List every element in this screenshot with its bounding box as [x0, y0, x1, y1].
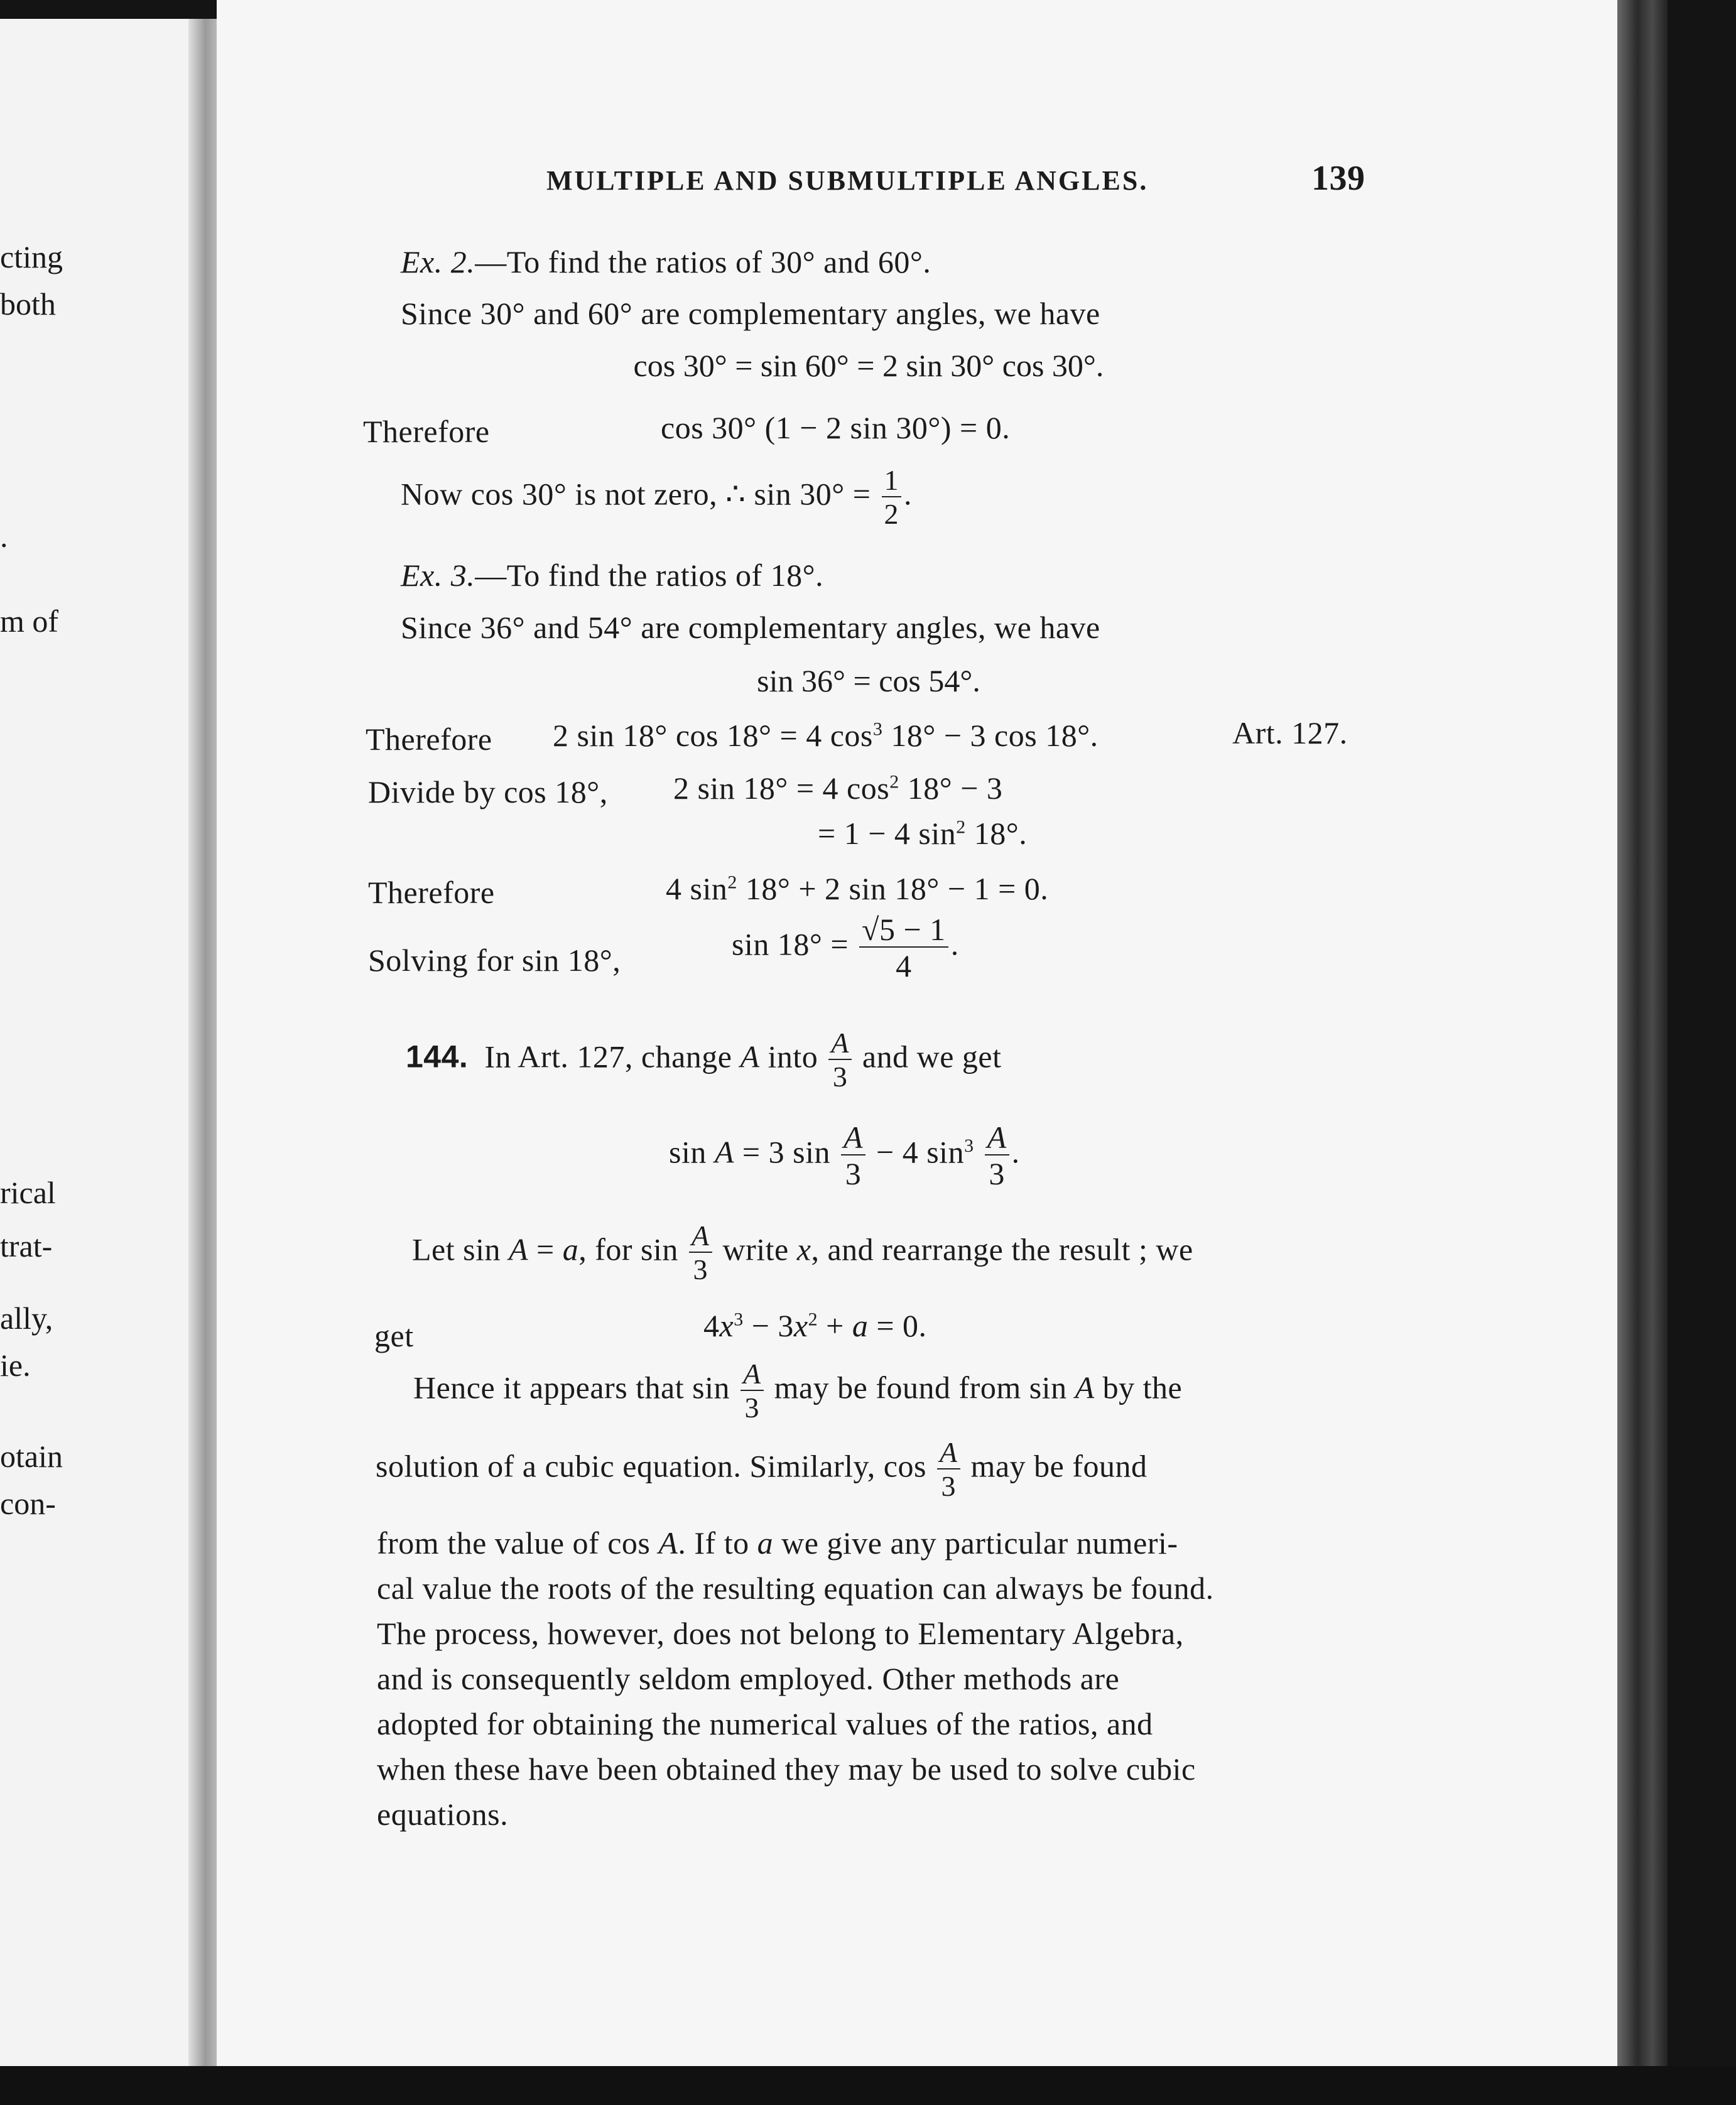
var-x: x	[719, 1308, 734, 1343]
A-over-3	[985, 1122, 1009, 1189]
paragraph-line: The process, however, does not belong to Elementary Algebra,	[377, 1616, 1184, 1651]
fraction-numerator: A	[985, 1122, 1009, 1155]
paragraph-line: adopted for obtaining the numerical values of the ratios, and	[377, 1706, 1153, 1741]
sqrt5-fraction	[859, 914, 948, 982]
eq-part: 18° − 3	[899, 771, 1003, 806]
eq-part: 4 sin	[666, 871, 728, 906]
A-over-3	[741, 1360, 764, 1422]
text: Let sin	[412, 1231, 509, 1267]
exponent: 2	[727, 872, 737, 893]
fraction-denominator: 3	[744, 1392, 760, 1424]
var-A: A	[658, 1525, 678, 1561]
left-fragment: cting	[0, 239, 63, 274]
ex3-equation	[732, 914, 959, 982]
paragraph-line	[377, 1525, 1178, 1561]
var-A: A	[740, 1039, 760, 1074]
solution-line	[376, 1438, 1147, 1501]
text: from the value of cos	[377, 1525, 659, 1561]
left-fragment: con-	[0, 1486, 56, 1521]
text: = 3 sin	[734, 1134, 838, 1170]
text: = 0.	[868, 1308, 927, 1343]
ex2-now-line	[401, 466, 912, 529]
text: =	[528, 1231, 563, 1267]
exponent: 2	[956, 816, 966, 838]
page-number: 139	[1311, 159, 1365, 198]
period: .	[904, 476, 912, 512]
A-over-3	[828, 1029, 852, 1091]
now-text: Now cos 30° is not zero, ∴ sin 30° =	[401, 476, 879, 512]
paragraph-line: cal value the roots of the resulting equation can always be found.	[377, 1571, 1214, 1606]
ex2-label: Ex. 2.	[401, 244, 475, 279]
fraction-numerator: A	[828, 1029, 852, 1060]
eq-part: 18°.	[965, 816, 1028, 851]
text: . If to	[678, 1525, 757, 1561]
left-fragment: .	[0, 519, 8, 554]
paragraph-line: equations.	[377, 1797, 509, 1832]
ex3-heading	[401, 557, 823, 593]
A-over-3	[841, 1122, 865, 1189]
get-word: get	[374, 1318, 414, 1353]
art144-line1	[406, 1029, 1001, 1091]
fraction-denominator: 2	[884, 498, 899, 530]
left-fragment: trat-	[0, 1228, 53, 1264]
article-reference: Art. 127.	[1232, 715, 1348, 750]
text: sin	[669, 1134, 715, 1170]
ex2-title: —To find the ratios of 30° and 60°.	[475, 244, 931, 279]
divide-word: Divide by cos 18°,	[368, 774, 608, 809]
therefore-word: Therefore	[366, 722, 492, 757]
paragraph-line: and is consequently seldom employed. Other methods are	[377, 1661, 1120, 1696]
left-fragment: ally,	[0, 1301, 53, 1336]
cubic-equation	[703, 1307, 927, 1344]
left-fragment: m of	[0, 603, 59, 639]
exponent: 3	[872, 718, 883, 740]
fraction-denominator: 3	[832, 1061, 848, 1093]
fraction-denominator: 3	[845, 1156, 862, 1191]
half-fraction	[882, 466, 902, 529]
ex2-equation: cos 30° (1 − 2 sin 30°) = 0.	[661, 410, 1011, 445]
eq-part: 2 sin 18° cos 18° = 4 cos	[553, 718, 873, 753]
eq-part: 2 sin 18° = 4 cos	[673, 771, 890, 806]
text: we give any particular numeri-	[773, 1525, 1178, 1561]
hence-line	[413, 1360, 1182, 1422]
text: solution of a cubic equation. Similarly, cos	[376, 1448, 935, 1484]
ex3-equation	[818, 815, 1027, 852]
ex3-equation	[553, 717, 1099, 754]
var-x: x	[793, 1308, 808, 1343]
var-x: x	[796, 1231, 811, 1267]
fraction-denominator: 3	[693, 1253, 708, 1285]
eq-part: 18° + 2 sin 18° − 1 = 0.	[737, 871, 1049, 906]
left-fragment: otain	[0, 1439, 63, 1474]
A-over-3	[689, 1221, 712, 1284]
ex2-equation: cos 30° = sin 60° = 2 sin 30° cos 30°.	[633, 348, 1104, 383]
fraction-denominator: 3	[989, 1156, 1005, 1191]
let-line	[412, 1221, 1193, 1284]
A-over-3	[937, 1438, 960, 1501]
var-a: a	[757, 1525, 774, 1561]
text: , for sin	[578, 1231, 686, 1267]
var-A: A	[508, 1231, 529, 1267]
period: .	[1011, 1134, 1020, 1170]
fraction-numerator: A	[841, 1122, 865, 1155]
text: Hence it appears that sin	[413, 1370, 738, 1405]
fraction-numerator: A	[937, 1438, 960, 1469]
running-header: MULTIPLE AND SUBMULTIPLE ANGLES.	[546, 165, 1149, 196]
text: − 3	[743, 1308, 794, 1343]
text: 4	[703, 1308, 720, 1343]
exponent: 2	[808, 1309, 818, 1330]
ex2-line: Since 30° and 60° are complementary angles, we have	[401, 296, 1100, 331]
text: write	[714, 1231, 797, 1267]
text: , and rearrange the result ; we	[811, 1231, 1193, 1267]
fraction-numerator: A	[689, 1221, 712, 1253]
exponent: 3	[964, 1135, 974, 1156]
fraction-denominator: 3	[941, 1470, 956, 1502]
eq-part: sin 18° =	[732, 926, 857, 962]
ex3-label: Ex. 3.	[401, 558, 475, 593]
paragraph-line: when these have been obtained they may be used to solve cubic	[377, 1751, 1196, 1787]
fraction-numerator: 1	[882, 466, 902, 497]
exponent: 3	[734, 1309, 744, 1330]
text: into	[759, 1039, 827, 1074]
left-page	[0, 19, 214, 2079]
left-fragment: rical	[0, 1175, 56, 1210]
eq-part: = 1 − 4 sin	[818, 816, 957, 851]
left-fragment: both	[0, 286, 56, 322]
fraction-denominator: 4	[896, 948, 912, 983]
fraction-numerator: A	[741, 1360, 764, 1391]
exponent: 2	[889, 771, 899, 793]
period: .	[950, 926, 959, 962]
article-number: 144.	[406, 1039, 469, 1074]
text: may be found	[962, 1448, 1147, 1484]
var-a: a	[562, 1231, 579, 1267]
solving-word: Solving for sin 18°,	[368, 943, 621, 978]
ex3-equation	[673, 770, 1002, 806]
ex3-line: Since 36° and 54° are complementary angles, we have	[401, 610, 1100, 645]
var-a: a	[852, 1308, 869, 1343]
text: +	[818, 1308, 852, 1343]
var-A: A	[1075, 1370, 1095, 1405]
bottom-shadow	[0, 2066, 1736, 2105]
text: and we get	[854, 1039, 1002, 1074]
text: by the	[1094, 1370, 1183, 1405]
text: − 4 sin	[868, 1134, 965, 1170]
ex2-heading	[401, 244, 931, 280]
fraction-numerator: √5 − 1	[859, 914, 948, 948]
text: In Art. 127, change	[484, 1039, 741, 1074]
ex3-title: —To find the ratios of 18°.	[475, 558, 824, 593]
art144-equation	[669, 1122, 1020, 1189]
book-edge	[1617, 0, 1668, 2105]
var-A: A	[714, 1134, 734, 1170]
eq-part: 18° − 3 cos 18°.	[882, 718, 1099, 753]
ex3-equation	[666, 870, 1048, 907]
left-fragment: ie.	[0, 1348, 31, 1383]
therefore-word: Therefore	[363, 414, 490, 449]
text: may be found from sin	[766, 1370, 1075, 1405]
therefore-word: Therefore	[368, 875, 495, 910]
ex3-equation: sin 36° = cos 54°.	[757, 663, 980, 698]
